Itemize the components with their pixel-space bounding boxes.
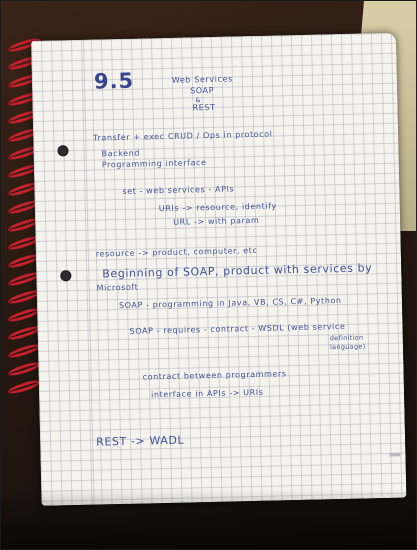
note-line: contract between programmers [142, 369, 287, 382]
spiral-ring [7, 360, 42, 378]
punch-hole [60, 270, 71, 281]
title-line: & [195, 96, 201, 105]
spiral-ring [7, 378, 42, 396]
note-line: set - web services - APIs [122, 184, 235, 196]
punch-hole [57, 145, 68, 156]
desk-shadow [1, 489, 416, 549]
note-line: Backend [101, 148, 141, 159]
note-line: REST -> WADL [95, 433, 185, 449]
page-margin-line [83, 40, 95, 505]
note-line: definition [329, 333, 364, 343]
notebook-page [31, 33, 406, 506]
note-line: URL -> with param [173, 215, 260, 227]
note-line: Beginning of SOAP, product with services by [102, 261, 373, 281]
note-line: Transfer + exec CRUD / Ops in protocol [93, 129, 273, 143]
paper-watermark-mark: ▌ [390, 449, 402, 457]
title-line: REST [192, 102, 216, 113]
title-line: SOAP [190, 85, 215, 96]
note-line: Programming interface [101, 158, 207, 170]
title-line: Web Services [171, 74, 233, 85]
note-line: SOAP - requires - contract - WSDL (web service [129, 321, 346, 336]
spiral-ring [7, 342, 42, 360]
page-number: 9.5 [93, 68, 135, 94]
note-line: language) [329, 342, 366, 352]
spiral-ring [7, 324, 42, 342]
note-line: Microsoft [96, 282, 139, 293]
note-line: resource -> product, computer, etc [95, 245, 258, 259]
note-line: URIs -> resource, identify [158, 201, 277, 214]
note-line: SOAP - programming in Java, VB, CS, C#, Python [118, 296, 342, 311]
note-line: interface in APIs -> URIs [150, 387, 264, 400]
